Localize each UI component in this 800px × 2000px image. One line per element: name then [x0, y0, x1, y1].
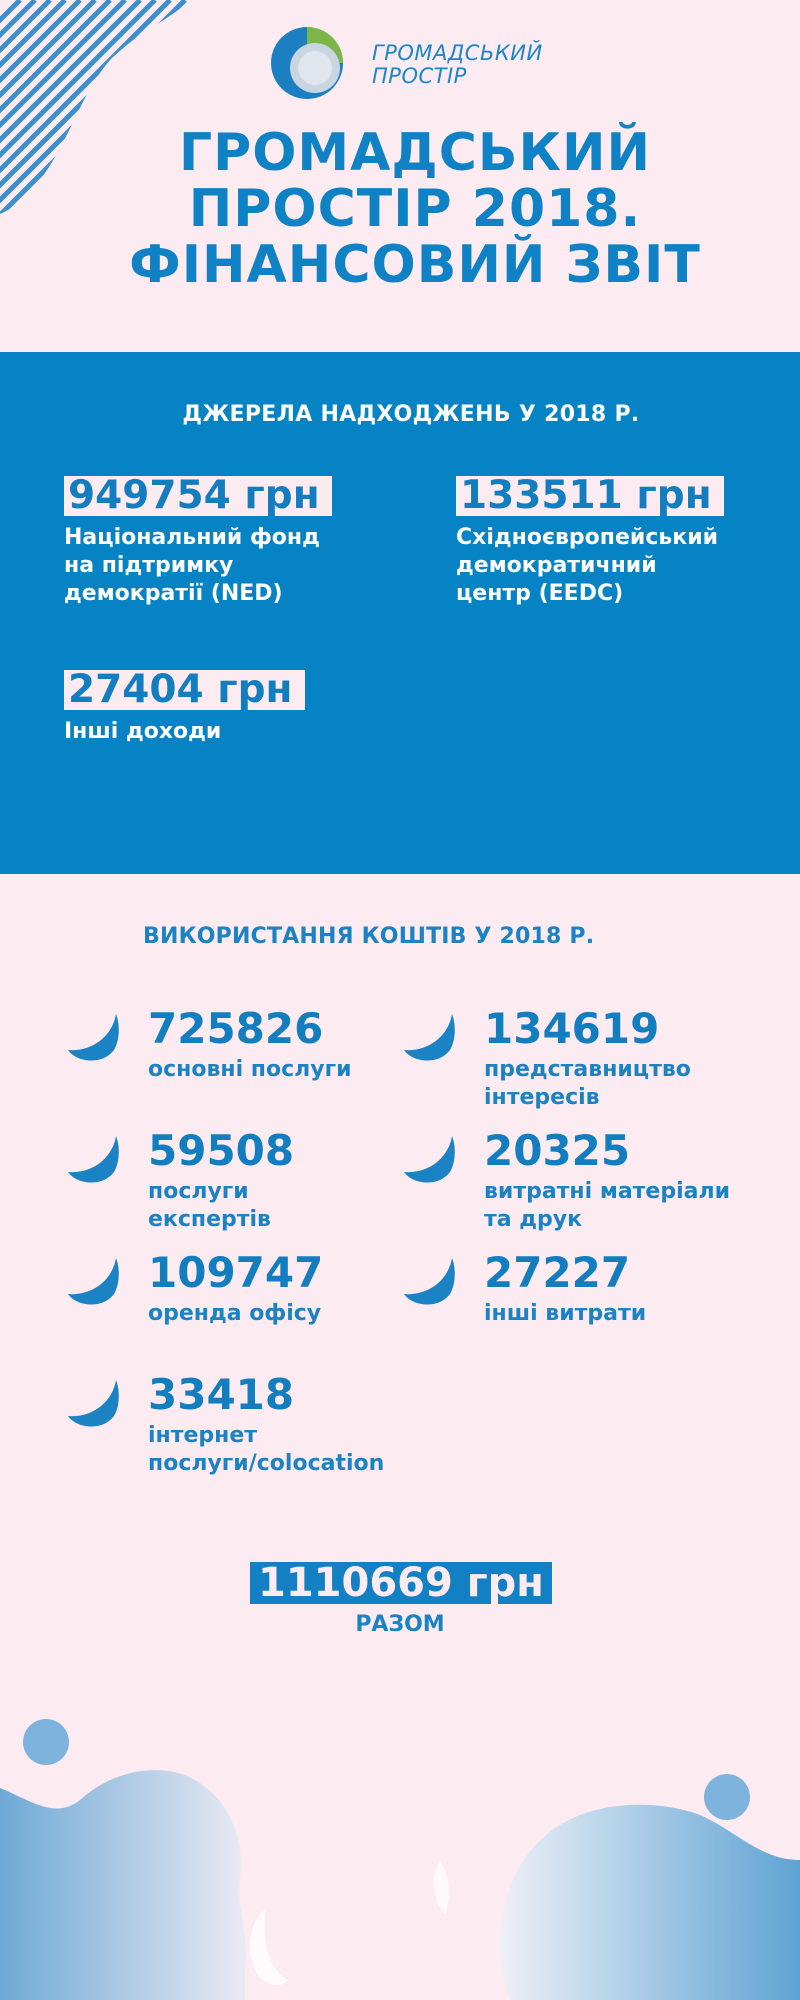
label-line: експертів	[148, 1207, 271, 1232]
usage-heading: ВИКОРИСТАННЯ КОШТІВ У 2018 Р.	[143, 924, 595, 949]
label-line: Східноєвропейський	[456, 525, 719, 550]
crescent-icon	[400, 1012, 456, 1062]
label-line: представництво	[484, 1057, 691, 1082]
income-section	[0, 352, 800, 874]
income-amount: 27404 грн	[64, 670, 305, 710]
crescent-icon	[64, 1012, 120, 1062]
crescent-icon	[64, 1256, 120, 1306]
income-amount: 133511 грн	[456, 476, 724, 516]
label-line: центр (EEDC)	[456, 581, 624, 606]
income-heading: ДЖЕРЕЛА НАДХОДЖЕНЬ У 2018 Р.	[182, 402, 640, 427]
usage-value: 27227	[484, 1248, 631, 1297]
logo-mark-icon	[268, 24, 346, 102]
logo-line-1: ГРОМАДСЬКИЙ	[372, 41, 543, 65]
usage-value: 20325	[484, 1126, 631, 1175]
label-line: інтересів	[484, 1085, 600, 1110]
label-line: та друк	[484, 1207, 583, 1232]
income-amount: 949754 грн	[64, 476, 332, 516]
income-source-label	[64, 718, 305, 746]
decorative-blobs	[0, 1700, 800, 2000]
crescent-icon	[400, 1256, 456, 1306]
label-line: інтернет	[148, 1423, 258, 1448]
usage-label	[148, 1178, 438, 1234]
label-line: витратні матеріали	[484, 1179, 730, 1204]
usage-value: 725826	[148, 1004, 324, 1053]
title-line-1: ГРОМАДСЬКИЙ	[178, 123, 652, 183]
usage-label	[484, 1056, 774, 1112]
income-source-ned	[64, 473, 332, 608]
crescent-icon	[64, 1378, 120, 1428]
usage-value: 109747	[148, 1248, 324, 1297]
usage-value: 134619	[484, 1004, 660, 1053]
income-source-label	[456, 524, 724, 608]
usage-value: 33418	[148, 1370, 295, 1419]
logo-line-2: ПРОСТІР	[372, 64, 467, 88]
label-line: інші витрати	[484, 1301, 647, 1326]
income-source-eedc	[456, 473, 724, 608]
crescent-icon	[400, 1134, 456, 1184]
label-line: основні послуги	[148, 1057, 352, 1082]
label-line: оренда офісу	[148, 1301, 322, 1326]
label-line: демократичний	[456, 553, 657, 578]
page-title	[100, 125, 730, 293]
total-label: РАЗОМ	[355, 1612, 445, 1637]
income-source-label	[64, 524, 332, 608]
label-line: на підтримку	[64, 553, 234, 578]
usage-value: 59508	[148, 1126, 295, 1175]
income-source-other	[64, 667, 305, 746]
usage-label	[148, 1300, 438, 1328]
brand-logo	[268, 24, 568, 104]
usage-label	[484, 1178, 774, 1234]
logo-wordmark	[372, 42, 543, 88]
crescent-icon	[64, 1134, 120, 1184]
usage-label	[484, 1300, 774, 1328]
title-line-2: ПРОСТІР 2018.	[188, 179, 642, 239]
usage-label	[148, 1422, 438, 1478]
usage-label	[148, 1056, 438, 1084]
label-line: послуги/colocation	[148, 1451, 385, 1476]
label-line: Національний фонд	[64, 525, 320, 550]
title-line-3: ФІНАНСОВИЙ ЗВІТ	[129, 235, 701, 295]
total-amount: 1110669 грн	[250, 1562, 552, 1604]
label-line: Інші доходи	[64, 719, 222, 744]
label-line: демократії (NED)	[64, 581, 283, 606]
label-line: послуги	[148, 1179, 249, 1204]
